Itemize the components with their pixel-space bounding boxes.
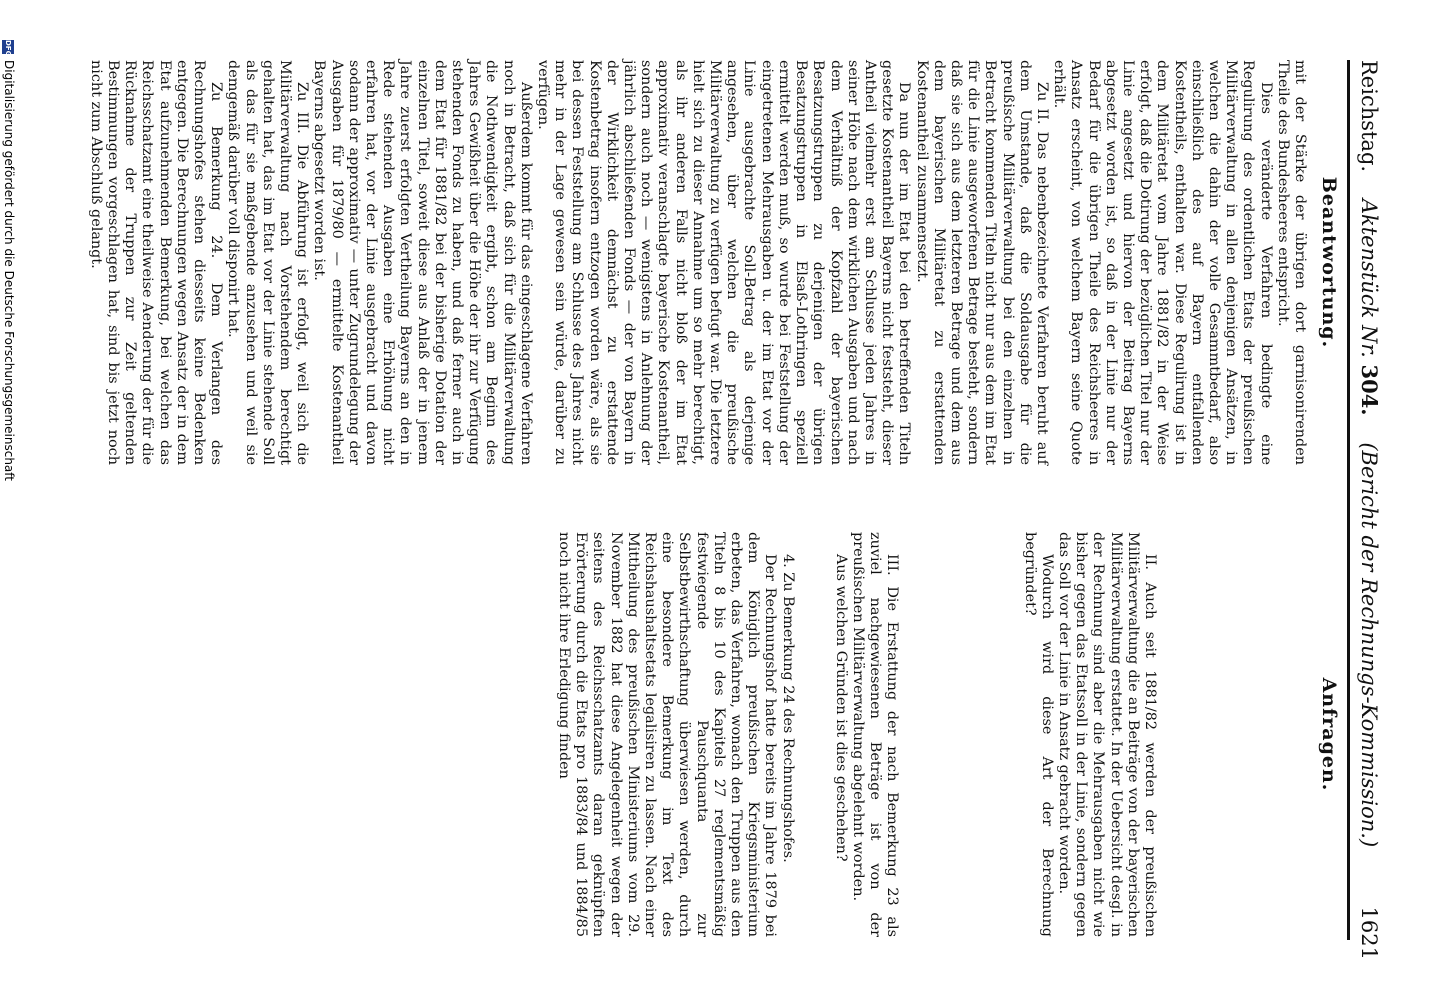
header-subtitle: (Bericht der Rechnungs-Kommission.): [1357, 442, 1381, 848]
header-prefix: Reichstag.: [1357, 60, 1381, 173]
header-number: 304.: [1357, 364, 1382, 416]
spacer: [900, 532, 1020, 937]
paragraph: Aus welchen Gründen ist dies geschehen?: [832, 554, 849, 862]
column-heading: Beantwortung.: [1318, 176, 1340, 349]
paragraph: II. Auch seit 1881/82 werden der preußischen Militärverwaltung die an Beiträge von der bayerischen Militärverwaltung erstattet. In der Uebersicht desgl. in der Rechnung sind aber die Mehrausgaben nicht wie bisher gegen das Etatssoll in der Linie, sondern gegen das Soll vor der Linie in Ansatz gebracht worden.: [1055, 532, 1158, 937]
paragraph: Wodurch wird diese Art der Berechnung begründet?: [1021, 532, 1055, 937]
paragraph: 4. Zu Bemerkung 24 des Rechnungshofes.: [779, 554, 796, 863]
dfg-logo-icon: DFG: [4, 40, 13, 57]
paragraph: Außerdem kommt für das eingeschlagene Verfahren noch in Betracht, daß sich für die Militärverwaltung die Nothwendigkeit ergibt, schon am Beginn des Jahres Gewißheit über die Höhe der ihr zur Verfügung stehenden Fonds zu haben, und daß ferner auch in dem Etat für 1881/82 bei der bisherige Dotation der einzelnen Titel, soweit diese aus Anlaß der in jenem Jahre zuerst erfolgten Vertheilung Bayerns an den in Rede stehenden Ausgaben eine Erhöhung nicht erfahren hat, vor der Linie ausgebracht und davon sodann der approximativ — unter Zugrundelegung der Ausgaben für 1879/80 — ermittelte Kostenantheil Bayerns abgesetzt worden ist.: [311, 60, 534, 465]
spacer: [1158, 532, 1308, 937]
column-anfragen: [555, 532, 1342, 937]
header-rule: [1347, 60, 1350, 940]
paragraph: Dies veränderte Verfahren bedingte eine Regulirung des ordentlichen Etats der preußischen Militärverwaltung in allen denjenigen Ansätzen, in welchen die dahin der volle Gesammtbedarf, also einschließlich des auf Bayern entfallenden Kostentheils, enthalten war. Diese Regulirung ist in dem Militäretat vom Jahre 1881/82 in der Weise erfolgt, daß die Dotirung der bezüglichen Titel nur der Linie angesetzt und hiervon der Beitrag Bayerns abgesetzt worden ist, so daß in der Linie nur der Bedarf für die übrigen Theile des Reichsheeres in Ansatz erscheint, von welchem Bayern seine Quote erhält.: [1051, 60, 1274, 465]
spacer: [796, 532, 832, 937]
credit-text: Digitalisierung gefördert durch die Deutsche Forschungsgemeinschaft: [2, 60, 16, 482]
paragraph: Zu III. Die Abführung ist erfolgt, weil sich die Militärverwaltung nach Vorstehendem berechtigt gehalten hat, das im Etat vor der Linie stehende Soll als das für sie maßgebende anzusehen und weil sie demgemäß darüber voll disponirt hat.: [225, 60, 311, 465]
paragraph: mit der Stärke der übrigen dort garnisonirenden Theile des Bundesheeres entspricht.: [1274, 60, 1308, 465]
column-heading: Anfragen.: [1318, 677, 1340, 792]
header-mid: Aktenstück Nr.: [1357, 198, 1381, 358]
paragraph: III. Die Erstattung der nach Bemerkung 23 als zuviel nachgewiesenen Beträge ist von der preußischen Militärverwaltung abgelehnt worden.: [849, 532, 901, 937]
digitization-credit: [0, 40, 18, 980]
column-beantwortung: [87, 60, 1342, 465]
paragraph: Da nun der im Etat bei den betreffenden Titeln gesetzte Kostenantheil Bayerns nicht feststeht, dieser Antheil vielmehr erst am Schlusse jeden Jahres in seiner Höhe nach dem wirklichen Ausgaben und nach dem Verhältniß der Kopfzahl der bayerischen Besatzungstruppen zu derjenigen der übrigen Besatzungstruppen in Elsaß-Lothringen speziell ermittelt werden muß, so wurde bei Feststellung der eingetretenen Mehrausgaben u. der im Etat vor der Linie ausgebrachte Soll-Betrag als derjenige angesehen, über welchen die preußische Militärverwaltung zu verfügen befugt war. Die letztere hielt sich zu dieser Annahme um so mehr berechtigt, als ihr anderen Falls nicht bloß der im Etat approximativ veranschlagte bayerische Kostenantheil, sondern auch noch — wenigstens in Anlehnung der jährlich abschließenden Fonds — der von Bayern in der Wirklichkeit demnächst zu erstattende Kostenbetrag insofern entzogen worden wäre, als sie bei dessen Feststellung am Schlusse des Jahres nicht mehr in der Lage gewesen sein würde, darüber zu verfügen.: [535, 60, 913, 465]
paragraph: Zu II. Das nebenbezeichnete Verfahren beruht auf dem Umstande, daß die Soldausgabe für die preußische Militärverwaltung bei den einzelnen in Betracht kommenden Titeln nicht nur aus dem im Etat für die Linie ausgeworfenen Betrage besteht, sondern daß sie sich aus dem letzteren Betrage und dem aus dem bayerischen Militäretat zu erstattenden Kostenantheil zusammensetzt.: [913, 60, 1050, 465]
paragraph: Der Rechnungshof hatte bereits im Jahre 1879 bei dem Königlich preußischen Kriegsministerium erbeten, das Verfahren, wonach den Truppen aus den Titeln 8 bis 10 des Kapitels 27 reglementsmäßig festwiegende Pauschquanta zur Selbstbewirthschaftung überwiesen werden, durch eine besondere Bemerkung im Text des Reichshaushaltsetats legalisiren zu lassen. Nach einer Mittheilung des preußischen Ministeriums vom 29. November 1882 hat diese Angelegenheit wegen der seitens des Reichsschatzamts daran geknüpften Erörterung durch die Etats pro 1883/84 und 1884/85 noch nicht ihre Erledigung finden: [555, 532, 779, 937]
running-head: [1354, 60, 1384, 960]
page-number: 1621: [1357, 906, 1381, 960]
paragraph: Zu Bemerkung 24. Dem Verlangen des Rechnungshofes stehen diesseits keine Bedenken entgegen. Die Berechnungen wegen Ansatz der in dem Etat aufzunehmenden Bemerkung, bei welchen das Reichsschatzamt eine theilweise Aenderung der für die Rücknahme der Truppen zur Zeit geltenden Bestimmungen vorgeschlagen hat, sind bis jetzt noch nicht zum Abschluß gelangt.: [87, 60, 225, 465]
